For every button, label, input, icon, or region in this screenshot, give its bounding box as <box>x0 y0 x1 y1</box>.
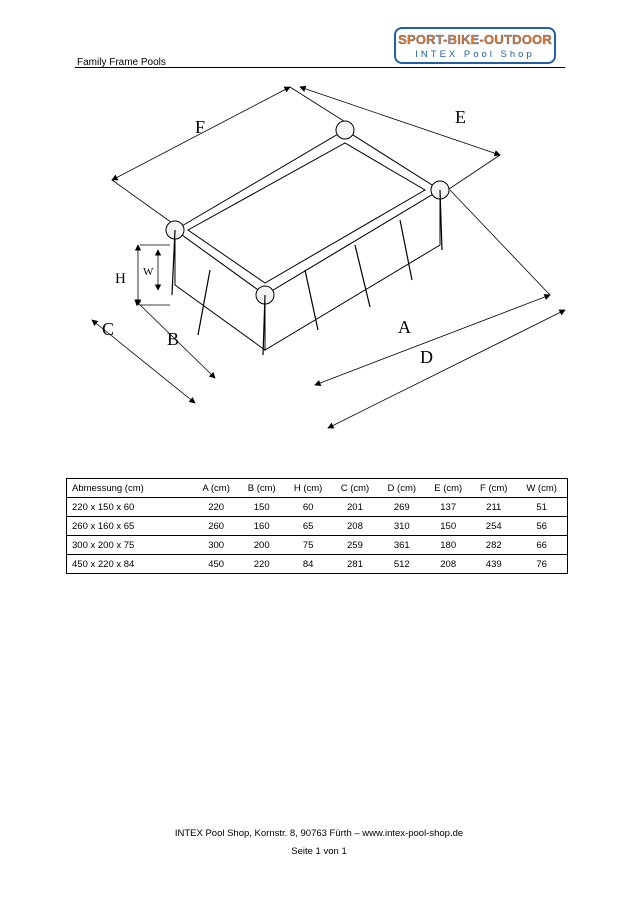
table-cell: 254 <box>471 517 516 536</box>
column-header: E (cm) <box>425 479 471 498</box>
column-header: Abmessung (cm) <box>67 479 194 498</box>
table-cell: 260 <box>194 517 239 536</box>
table-cell: 439 <box>471 555 516 574</box>
table-cell: 75 <box>285 536 332 555</box>
logo-name: SPORT-BIKE-OUTDOOR <box>398 32 552 47</box>
dimension-line-a <box>315 295 550 385</box>
table-cell: 269 <box>378 498 425 517</box>
label-b: B <box>167 329 180 349</box>
label-h: H <box>115 271 126 287</box>
label-a: A <box>398 317 411 337</box>
table-cell: 208 <box>332 517 379 536</box>
column-header: A (cm) <box>194 479 239 498</box>
page-number: Seite 1 von 1 <box>291 846 347 857</box>
dimension-line-d <box>328 310 565 428</box>
table-cell: 361 <box>378 536 425 555</box>
header-divider <box>75 67 565 68</box>
table-cell: 208 <box>425 555 471 574</box>
table-cell: 76 <box>516 555 567 574</box>
table-cell: 56 <box>516 517 567 536</box>
column-header: H (cm) <box>285 479 332 498</box>
table-cell: 300 <box>194 536 239 555</box>
table-cell: 300 x 200 x 75 <box>67 536 194 555</box>
table-cell: 201 <box>332 498 379 517</box>
label-w: W <box>143 266 154 278</box>
footer-address: INTEX Pool Shop, Kornstr. 8, 90763 Fürth – www.intex-pool-shop.de <box>174 828 464 839</box>
shop-logo <box>394 27 556 64</box>
table-cell: 211 <box>471 498 516 517</box>
table-row <box>67 536 568 555</box>
table-cell: 259 <box>332 536 379 555</box>
table-cell: 84 <box>285 555 332 574</box>
table-cell: 260 x 160 x 65 <box>67 517 194 536</box>
table-cell: 66 <box>516 536 567 555</box>
table-cell: 65 <box>285 517 332 536</box>
table-cell: 281 <box>332 555 379 574</box>
table-cell: 180 <box>425 536 471 555</box>
table-cell: 310 <box>378 517 425 536</box>
table-cell: 51 <box>516 498 567 517</box>
table-cell: 512 <box>378 555 425 574</box>
table-cell: 137 <box>425 498 471 517</box>
table-row <box>67 498 568 517</box>
label-f: F <box>195 117 206 137</box>
table-row <box>67 517 568 536</box>
pool-dimension-diagram <box>60 85 580 445</box>
label-d: D <box>420 347 433 367</box>
label-c: C <box>102 319 115 339</box>
column-header: F (cm) <box>471 479 516 498</box>
table-header-row <box>67 479 568 498</box>
table-cell: 150 <box>239 498 285 517</box>
label-e: E <box>455 107 466 127</box>
logo-subtitle: INTEX Pool Shop <box>415 49 535 60</box>
column-header: D (cm) <box>378 479 425 498</box>
column-header: C (cm) <box>332 479 379 498</box>
table-cell: 282 <box>471 536 516 555</box>
table-cell: 450 x 220 x 84 <box>67 555 194 574</box>
table-cell: 160 <box>239 517 285 536</box>
table-cell: 150 <box>425 517 471 536</box>
corner-joint <box>336 121 354 139</box>
table-cell: 450 <box>194 555 239 574</box>
document-title: Family Frame Pools <box>77 57 166 68</box>
table-cell: 220 <box>194 498 239 517</box>
table-cell: 200 <box>239 536 285 555</box>
column-header: B (cm) <box>239 479 285 498</box>
table-row <box>67 555 568 574</box>
table-cell: 60 <box>285 498 332 517</box>
dimensions-table <box>66 478 568 574</box>
column-header: W (cm) <box>516 479 567 498</box>
table-cell: 220 x 150 x 60 <box>67 498 194 517</box>
table-cell: 220 <box>239 555 285 574</box>
